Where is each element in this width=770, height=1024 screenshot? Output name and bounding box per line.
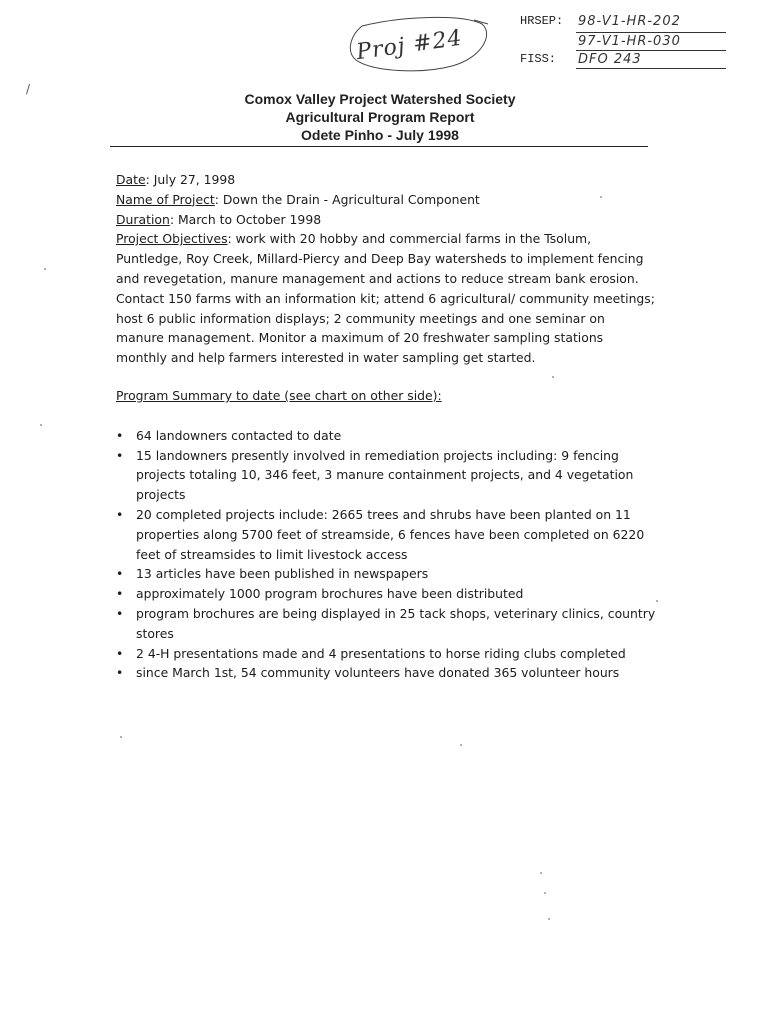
report-body [116, 170, 656, 683]
list-item: • 2 4-H presentations made and 4 presentations to horse riding clubs completed [116, 644, 656, 664]
fiss-label: FISS: [520, 52, 557, 66]
report-author-date: Odete Pinho - July 1998 [301, 127, 459, 143]
scan-speck [656, 600, 658, 602]
objectives-field [116, 229, 656, 368]
scan-speck [40, 424, 42, 426]
society-name: Comox Valley Project Watershed Society [244, 91, 516, 107]
reference-numbers [520, 14, 740, 72]
list-item: • program brochures are being displayed in 25 tack shops, veterinary clinics, country stores [116, 605, 656, 641]
project-name-field [116, 190, 656, 210]
objectives-label: Project Objectives [116, 231, 228, 247]
scan-speck [600, 196, 602, 198]
summary-list [116, 426, 656, 683]
report-title: Agricultural Program Report [285, 109, 475, 125]
scan-speck [548, 918, 550, 920]
list-item: • 20 completed projects include: 2665 trees and shrubs have been planted on 11 properties along 5700 feet of streamside, 6 fences have been completed on 6220 feet of streamsides to limit livestock access [116, 506, 645, 562]
header-rule [110, 146, 648, 147]
summary-heading: Program Summary to date (see chart on other side): [116, 387, 442, 403]
list-item: • 15 landowners presently involved in remediation projects including: 9 fencing projects totaling 10, 346 feet, 3 manure containment projects, and 4 vegetation projects [116, 447, 634, 503]
report-header [110, 90, 650, 144]
stray-pen-mark: / [26, 82, 31, 96]
duration-field [116, 210, 656, 230]
bullet-icon: • [116, 605, 124, 621]
bullet-icon: • [116, 665, 124, 681]
duration-label: Duration [116, 211, 170, 227]
project-name-label: Name of Project [116, 191, 215, 207]
list-item: • approximately 1000 program brochures have been distributed [116, 584, 656, 604]
scan-speck [460, 744, 462, 746]
scan-speck [540, 872, 542, 874]
hrsep-value-1: 98-V1-HR-202 [578, 14, 681, 29]
hrsep-row [520, 14, 740, 52]
objectives-value: : work with 20 hobby and commercial farms in the Tsolum, Puntledge, Roy Creek, Millard-Piercy and Deep Bay watersheds to implement fencing and revegetation, manure management and actions to reduce stream bank erosion. Contact 150 farms with an information kit; attend 6 agricultural/ community meetings; host 6 public information displays; 2 community meetings and one seminar on manure management. Monitor a maximum of 20 freshwater sampling stations monthly and help farmers interested in water sampling get started. [116, 231, 655, 366]
project-name-value: : Down the Drain - Agricultural Component [214, 191, 480, 207]
scan-speck [120, 736, 122, 738]
bullet-icon: • [116, 427, 124, 443]
bullet-icon: • [116, 447, 124, 463]
duration-value: : March to October 1998 [169, 211, 322, 227]
date-field [116, 170, 656, 190]
handwritten-project-stamp [342, 14, 492, 76]
bullet-icon: • [116, 645, 124, 661]
stamp-text: Proj #24 [354, 25, 465, 66]
date-value: : July 27, 1998 [145, 172, 236, 187]
list-item: • 64 landowners contacted to date [116, 426, 656, 446]
bullet-icon: • [116, 586, 124, 602]
date-label: Date [116, 172, 146, 187]
fiss-row [520, 52, 740, 72]
bullet-icon: • [116, 566, 124, 582]
bullet-icon: • [116, 506, 124, 522]
scan-speck [44, 268, 46, 270]
hrsep-value-2: 97-V1-HR-030 [578, 34, 681, 49]
list-item: • 13 articles have been published in newspapers [116, 564, 656, 584]
scan-speck [544, 892, 546, 894]
hrsep-label: HRSEP: [520, 14, 564, 28]
list-item: • since March 1st, 54 community volunteers have donated 365 volunteer hours [116, 663, 656, 683]
scan-speck [552, 376, 554, 378]
fiss-value: DFO 243 [578, 52, 642, 67]
